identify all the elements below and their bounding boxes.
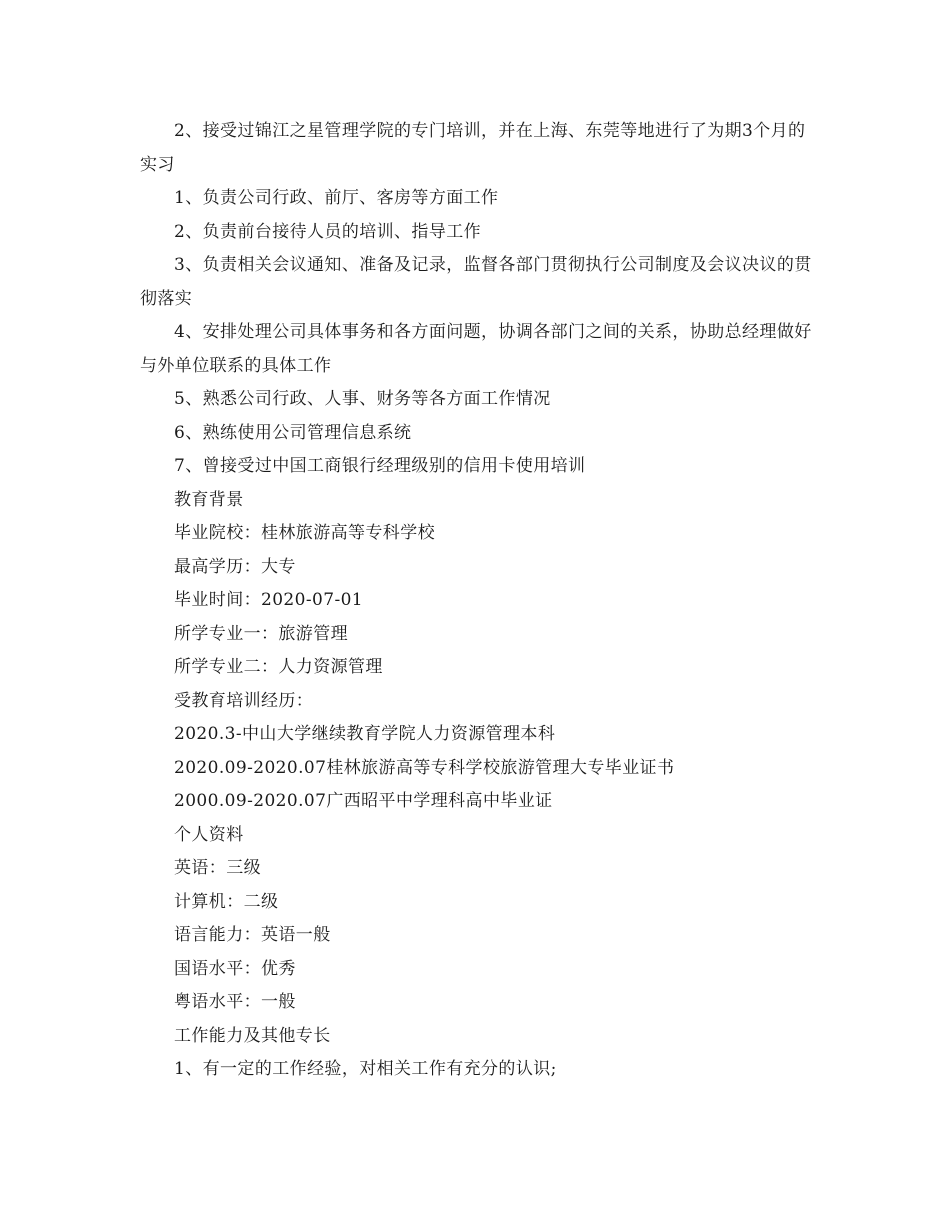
personal-language-ability: 语言能力：英语一般 xyxy=(174,925,331,945)
skills-item-1: 1、有一定的工作经验，对相关工作有充分的认识; xyxy=(174,1059,557,1079)
education-history-item: 2020.3-中山大学继续教育学院人力资源管理本科 xyxy=(174,724,556,744)
document-body xyxy=(140,115,812,1087)
education-history-item: 2000.09-2020.07广西昭平中学理科高中毕业证 xyxy=(174,791,553,811)
personal-english: 英语：三级 xyxy=(174,858,261,878)
education-major-2: 所学专业二：人力资源管理 xyxy=(174,657,383,677)
paragraph-duty-1: 1、负责公司行政、前厅、客房等方面工作 xyxy=(174,188,499,208)
section-heading-skills: 工作能力及其他专长 xyxy=(174,1025,331,1046)
education-degree: 最高学历：大专 xyxy=(174,556,296,577)
paragraph-training: 2、接受过锦江之星管理学院的专门培训，并在上海、东莞等地进行了为期3个月的实习 xyxy=(140,121,806,175)
paragraph-duty-4: 4、安排处理公司具体事务和各方面问题，协调各部门之间的关系，协助总经理做好与外单位联系的具体工作 xyxy=(140,322,812,376)
paragraph-duty-5: 5、熟悉公司行政、人事、财务等各方面工作情况 xyxy=(174,389,551,409)
education-training-label: 受教育培训经历： xyxy=(174,690,314,711)
education-history-item: 2020.09-2020.07桂林旅游高等专科学校旅游管理大专毕业证书 xyxy=(174,757,675,778)
personal-computer: 计算机：二级 xyxy=(174,891,279,912)
education-graduation-date: 毕业时间：2020-07-01 xyxy=(174,590,364,610)
paragraph-duty-7: 7、曾接受过中国工商银行经理级别的信用卡使用培训 xyxy=(174,456,586,476)
personal-mandarin: 国语水平：优秀 xyxy=(174,958,296,979)
education-major-1: 所学专业一：旅游管理 xyxy=(174,623,348,644)
paragraph-duty-2: 2、负责前台接待人员的培训、指导工作 xyxy=(174,221,482,242)
paragraph-duty-6: 6、熟练使用公司管理信息系统 xyxy=(174,422,412,443)
section-heading-education: 教育背景 xyxy=(174,489,244,510)
education-school: 毕业院校：桂林旅游高等专科学校 xyxy=(174,523,435,543)
personal-cantonese: 粤语水平：一般 xyxy=(174,992,296,1012)
paragraph-duty-3: 3、负责相关会议通知、准备及记录，监督各部门贯彻执行公司制度及会议决议的贯彻落实 xyxy=(140,255,812,309)
section-heading-personal: 个人资料 xyxy=(174,824,244,845)
